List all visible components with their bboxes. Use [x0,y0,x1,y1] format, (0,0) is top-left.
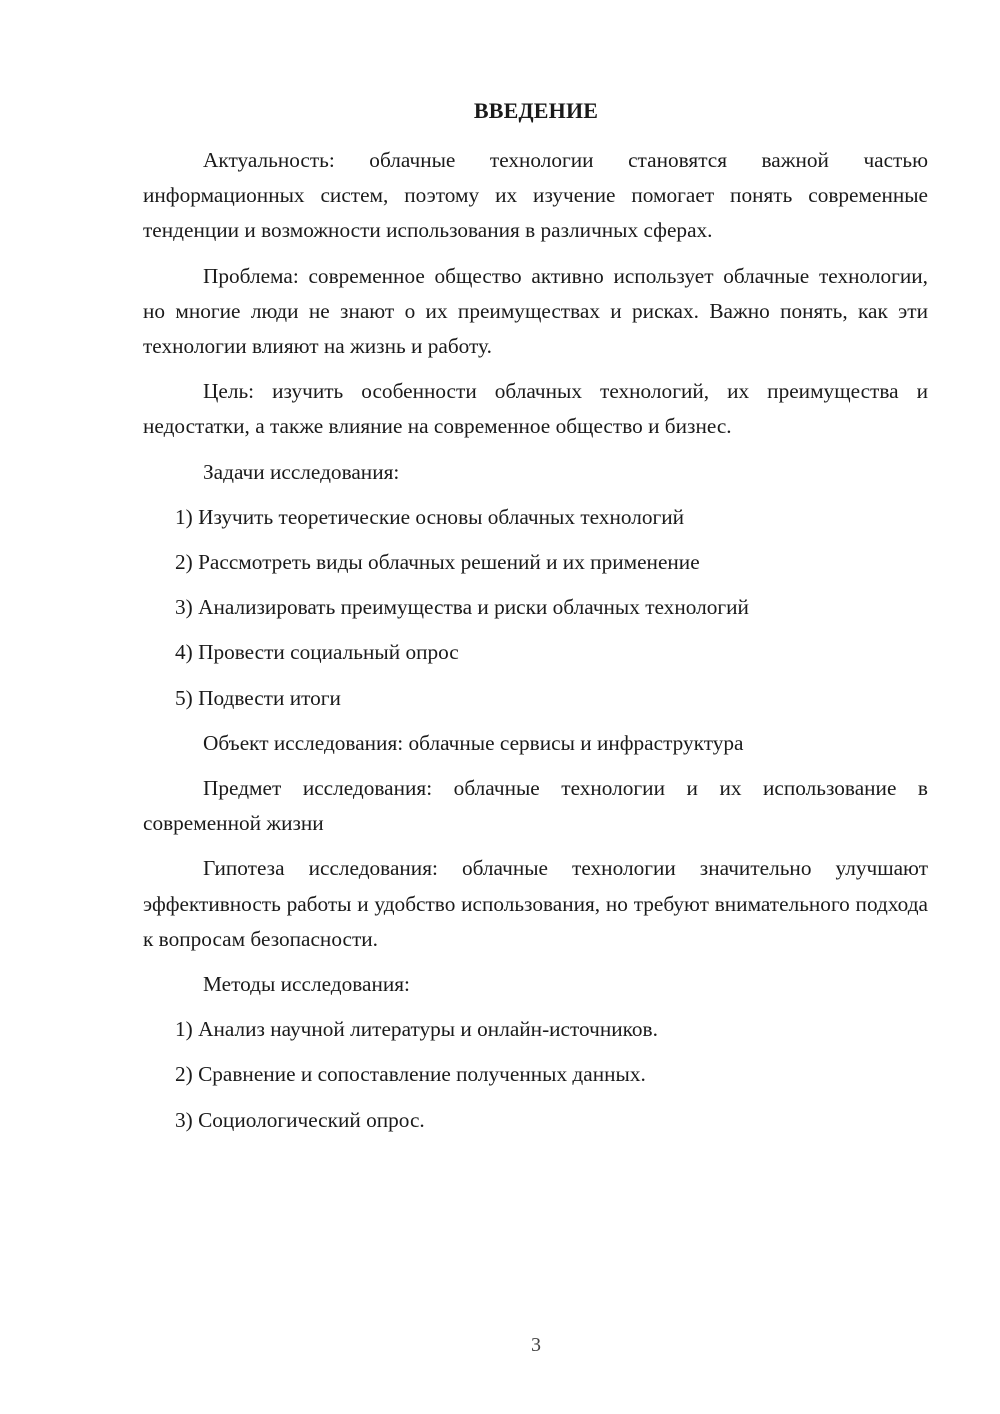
methods-heading: Методы исследования: [203,972,410,997]
paragraph-goal: Цель: изучить особенности облачных технологий, их преимущества и недостатки, а также влияние на современное общество и бизнес. [143,379,928,439]
page-title: ВВЕДЕНИЕ [473,98,599,123]
task-item-1: 1) Изучить теоретические основы облачных технологий [175,504,685,529]
task-item-3: 3) Анализировать преимущества и риски облачных технологий [175,595,749,620]
task-item-2: 2) Рассмотреть виды облачных решений и их применение [175,550,700,575]
task-item-4: 4) Провести социальный опрос [175,640,459,665]
method-item-1: 1) Анализ научной литературы и онлайн-источников. [175,1017,658,1042]
paragraph-hypothesis: Гипотеза исследования: облачные технологии значительно улучшают эффективность работы и удобство использования, но требуют внимательного подхода к вопросам безопасности. [143,856,928,951]
tasks-heading: Задачи исследования: [203,459,400,484]
paragraph-relevance: Актуальность: облачные технологии становятся важной частью информационных систем, поэтому их изучение помогает понять современные тенденции и возможности использования в различных сферах. [143,148,928,243]
task-item-5: 5) Подвести итоги [175,685,341,710]
method-item-3: 3) Социологический опрос. [175,1107,425,1132]
paragraph-object: Объект исследования: облачные сервисы и инфраструктура [203,730,744,755]
method-item-2: 2) Сравнение и сопоставление полученных данных. [175,1062,646,1087]
document-body [143,143,928,1148]
paragraph-subject: Предмет исследования: облачные технологии и их использование в современной жизни [143,776,928,836]
page-number: 3 [531,1334,541,1356]
paragraph-problem: Проблема: современное общество активно использует облачные технологии, но многие люди не знают о их преимуществах и рисках. Важно понять, как эти технологии влияют на жизнь и работу. [143,263,928,359]
